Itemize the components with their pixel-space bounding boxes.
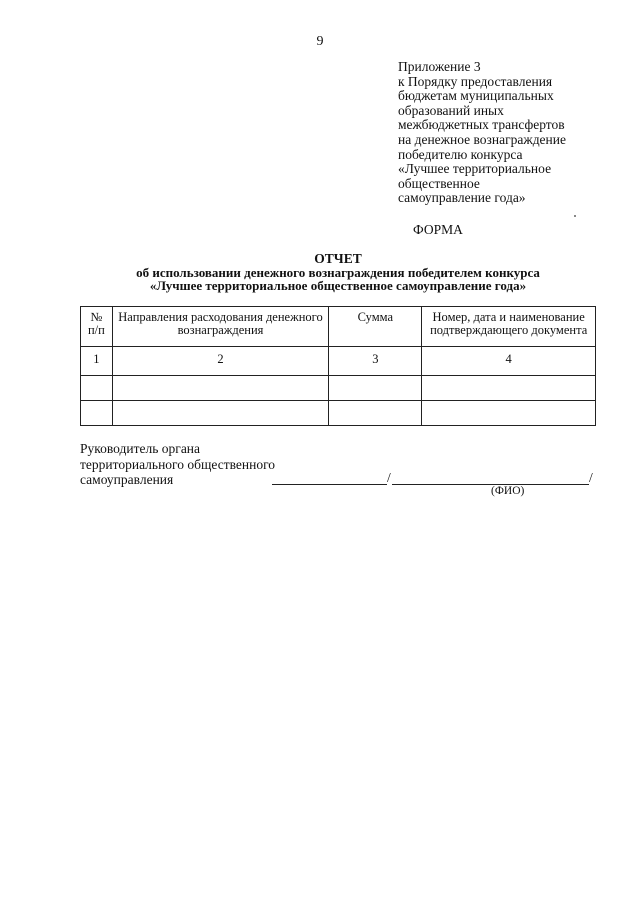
separator-slash: / xyxy=(589,470,593,485)
form-label: ФОРМА xyxy=(413,222,463,237)
table-header-row xyxy=(81,307,596,347)
appendix-line: образований иных xyxy=(398,102,504,118)
report-table xyxy=(80,306,596,426)
header-document: Номер, дата и наименование подтверждающего документа xyxy=(422,307,596,347)
appendix-line: общественное xyxy=(398,175,480,191)
report-title xyxy=(0,252,640,293)
table-cell-empty[interactable] xyxy=(422,401,596,426)
header-number: № п/п xyxy=(81,307,113,347)
signer-line: самоуправления xyxy=(80,472,174,487)
appendix-line: к Порядку предоставления xyxy=(398,73,553,89)
report-title-line2: об использовании денежного вознаграждения победителем конкурса xyxy=(136,264,540,280)
appendix-line: на денежное вознаграждение xyxy=(398,131,566,147)
header-direction: Направления расходования денежного вознаграждения xyxy=(112,307,329,347)
signer-line: территориального общественного xyxy=(80,456,276,472)
table-cell-empty[interactable] xyxy=(112,376,329,401)
appendix-line: межбюджетных трансфертов xyxy=(398,117,565,133)
table-row-empty xyxy=(81,401,596,426)
report-title-main: ОТЧЕТ xyxy=(314,251,362,266)
scan-artifact xyxy=(574,215,576,217)
table-cell-empty[interactable] xyxy=(81,401,113,426)
table-cell-empty[interactable] xyxy=(329,376,422,401)
appendix-line: бюджетам муниципальных xyxy=(398,88,554,104)
appendix-line: «Лучшее территориальное xyxy=(398,161,552,177)
table-cell-empty[interactable] xyxy=(81,376,113,401)
signer-title xyxy=(80,441,275,488)
report-title-line3: «Лучшее территориальное общественное самоуправление года» xyxy=(149,278,527,293)
table-cell-empty[interactable] xyxy=(422,376,596,401)
appendix-line: победителю конкурса xyxy=(398,146,523,162)
table-cell: 1 xyxy=(81,347,113,376)
appendix-line: Приложение 3 xyxy=(398,59,481,74)
appendix-header xyxy=(398,60,628,206)
table-cell: 2 xyxy=(112,347,329,376)
table-row-empty xyxy=(81,376,596,401)
page-number: 9 xyxy=(316,34,324,49)
table-numbering-row xyxy=(81,347,596,376)
signature-line[interactable] xyxy=(272,484,387,485)
table-cell: 3 xyxy=(329,347,422,376)
table-cell-empty[interactable] xyxy=(329,401,422,426)
table-cell: 4 xyxy=(422,347,596,376)
table-cell-empty[interactable] xyxy=(112,401,329,426)
appendix-line: самоуправление года» xyxy=(398,190,526,206)
separator-slash: / xyxy=(387,470,391,485)
header-sum: Сумма xyxy=(329,307,422,347)
fio-caption: (ФИО) xyxy=(491,485,525,497)
signer-line: Руководитель органа xyxy=(80,441,201,456)
